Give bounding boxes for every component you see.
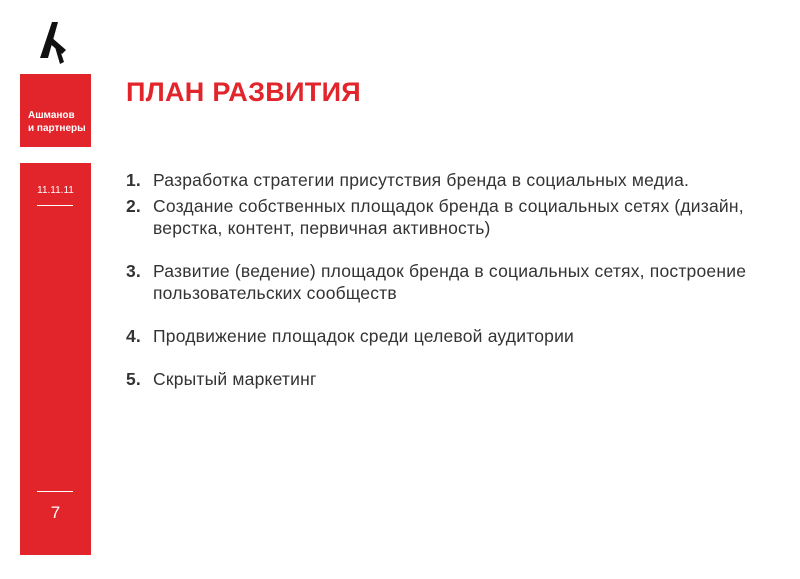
item-text: Скрытый маркетинг [153, 369, 317, 389]
list-item [126, 325, 776, 347]
item-text: Продвижение площадок среди целевой аудитории [153, 326, 575, 346]
list-item [126, 169, 776, 191]
item-text: Создание собственных площадок бренда в социальных сетях (дизайн, верстка, контент, первичная активность) [153, 196, 744, 238]
plan-list [126, 169, 776, 390]
list-item [126, 195, 776, 239]
item-number: 5. [126, 369, 141, 389]
item-number: 2. [126, 196, 141, 216]
divider [37, 205, 73, 206]
brand-name: Ашманов и партнеры [28, 110, 86, 134]
divider [37, 491, 73, 492]
brand-logo-box [20, 74, 91, 147]
slide-date: 11.11.11 [37, 185, 74, 196]
item-number: 3. [126, 261, 141, 281]
page-number: 7 [50, 503, 61, 522]
sidebar [20, 163, 91, 555]
list-item [126, 368, 776, 390]
item-number: 1. [126, 170, 141, 190]
arrow-a-logo-icon [36, 16, 72, 64]
item-text: Развитие (ведение) площадок бренда в социальных сетях, построение пользовательских сообществ [153, 261, 747, 303]
item-text: Разработка стратегии присутствия бренда в социальных медиа. [153, 170, 690, 190]
list-item [126, 260, 776, 304]
item-number: 4. [126, 326, 141, 346]
slide-title: ПЛАН РАЗВИТИЯ [126, 77, 362, 107]
